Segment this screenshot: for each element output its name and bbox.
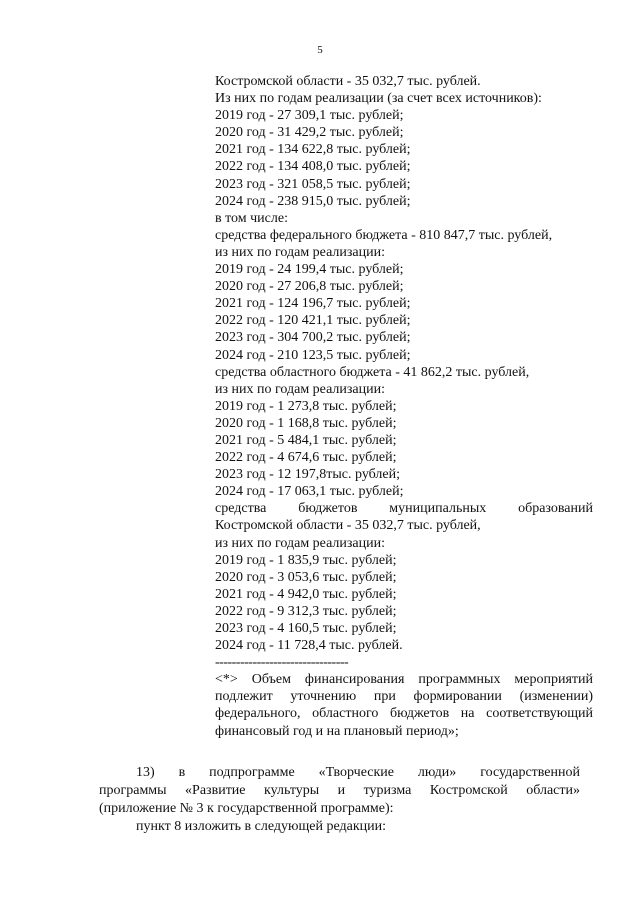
- year-line: 2024 год - 17 063,1 тыс. рублей;: [215, 484, 404, 500]
- year-line: 2022 год - 120 421,1 тыс. рублей;: [215, 313, 411, 329]
- year-line: 2023 год - 4 160,5 тыс. рублей;: [215, 621, 397, 636]
- text-line: Костромской области - 35 032,7 тыс. рублей.: [215, 74, 481, 89]
- paragraph-line: программы «Развитие культуры и туризма Костромской области»: [99, 783, 580, 798]
- year-line: 2020 год - 27 206,8 тыс. рублей;: [215, 279, 404, 295]
- text-line: из них по годам реализации:: [215, 381, 385, 397]
- text-line: из них по годам реализации:: [215, 535, 385, 551]
- year-line: 2019 год - 27 309,1 тыс. рублей;: [215, 108, 404, 124]
- text-line: средства федерального бюджета - 810 847,7 тыс. рублей,: [215, 227, 553, 243]
- year-line: 2020 год - 3 053,6 тыс. рублей;: [215, 569, 397, 585]
- year-line: 2019 год - 1 835,9 тыс. рублей;: [215, 552, 397, 568]
- footnote-line: финансовый год и на плановый период»;: [215, 723, 459, 739]
- footnote: [215, 671, 593, 739]
- year-line: 2024 год - 11 728,4 тыс. рублей.: [215, 638, 403, 654]
- year-line: 2021 год - 4 942,0 тыс. рублей;: [215, 586, 397, 602]
- text-line: Из них по годам реализации (за счет всех источников):: [215, 91, 542, 107]
- year-line: 2020 год - 1 168,8 тыс. рублей;: [215, 415, 397, 431]
- text-line: в том числе:: [215, 210, 288, 226]
- year-line: 2021 год - 124 196,7 тыс. рублей;: [215, 296, 411, 312]
- funding-text-block: [215, 73, 593, 740]
- footnote-line: <*> Объем финансирования программных мероприятий: [215, 672, 593, 688]
- year-line: 2022 год - 4 674,6 тыс. рублей;: [215, 450, 397, 466]
- year-line: 2022 год - 9 312,3 тыс. рублей;: [215, 603, 397, 619]
- year-line: 2023 год - 304 700,2 тыс. рублей;: [215, 330, 411, 346]
- year-line: 2023 год - 12 197,8тыс. рублей;: [215, 467, 401, 483]
- year-line: 2024 год - 238 915,0 тыс. рублей;: [215, 193, 411, 209]
- year-line: 2022 год - 134 408,0 тыс. рублей;: [215, 159, 411, 175]
- year-line: 2024 год - 210 123,5 тыс. рублей;: [215, 347, 411, 363]
- paragraph-line: (приложение № 3 к государственной программе):: [99, 801, 394, 816]
- text-line: средства бюджетов муниципальных образований: [215, 501, 593, 517]
- paragraph-line: пункт 8 изложить в следующей редакции:: [136, 819, 386, 834]
- footnote-line: федерального, областного бюджетов на соответствующий: [215, 706, 593, 722]
- year-line: 2021 год - 5 484,1 тыс. рублей;: [215, 432, 397, 448]
- year-line: 2023 год - 321 058,5 тыс. рублей;: [215, 176, 411, 192]
- page-number: 5: [317, 44, 323, 56]
- text-line: из них по годам реализации:: [215, 244, 385, 260]
- text-line: средства областного бюджета - 41 862,2 тыс. рублей,: [215, 364, 530, 380]
- footnote-line: подлежит уточнению при формировании (изменении): [215, 689, 593, 705]
- year-line: 2020 год - 31 429,2 тыс. рублей;: [215, 125, 404, 141]
- amendment-paragraph: [99, 764, 580, 836]
- year-line: 2021 год - 134 622,8 тыс. рублей;: [215, 142, 411, 158]
- footnote-separator: --------------------------------: [215, 655, 349, 671]
- text-line: Костромской области - 35 032,7 тыс. рублей,: [215, 518, 481, 534]
- paragraph-line: 13) в подпрограмме «Творческие люди» государственной: [136, 765, 580, 780]
- year-line: 2019 год - 24 199,4 тыс. рублей;: [215, 262, 404, 278]
- year-line: 2019 год - 1 273,8 тыс. рублей;: [215, 398, 397, 414]
